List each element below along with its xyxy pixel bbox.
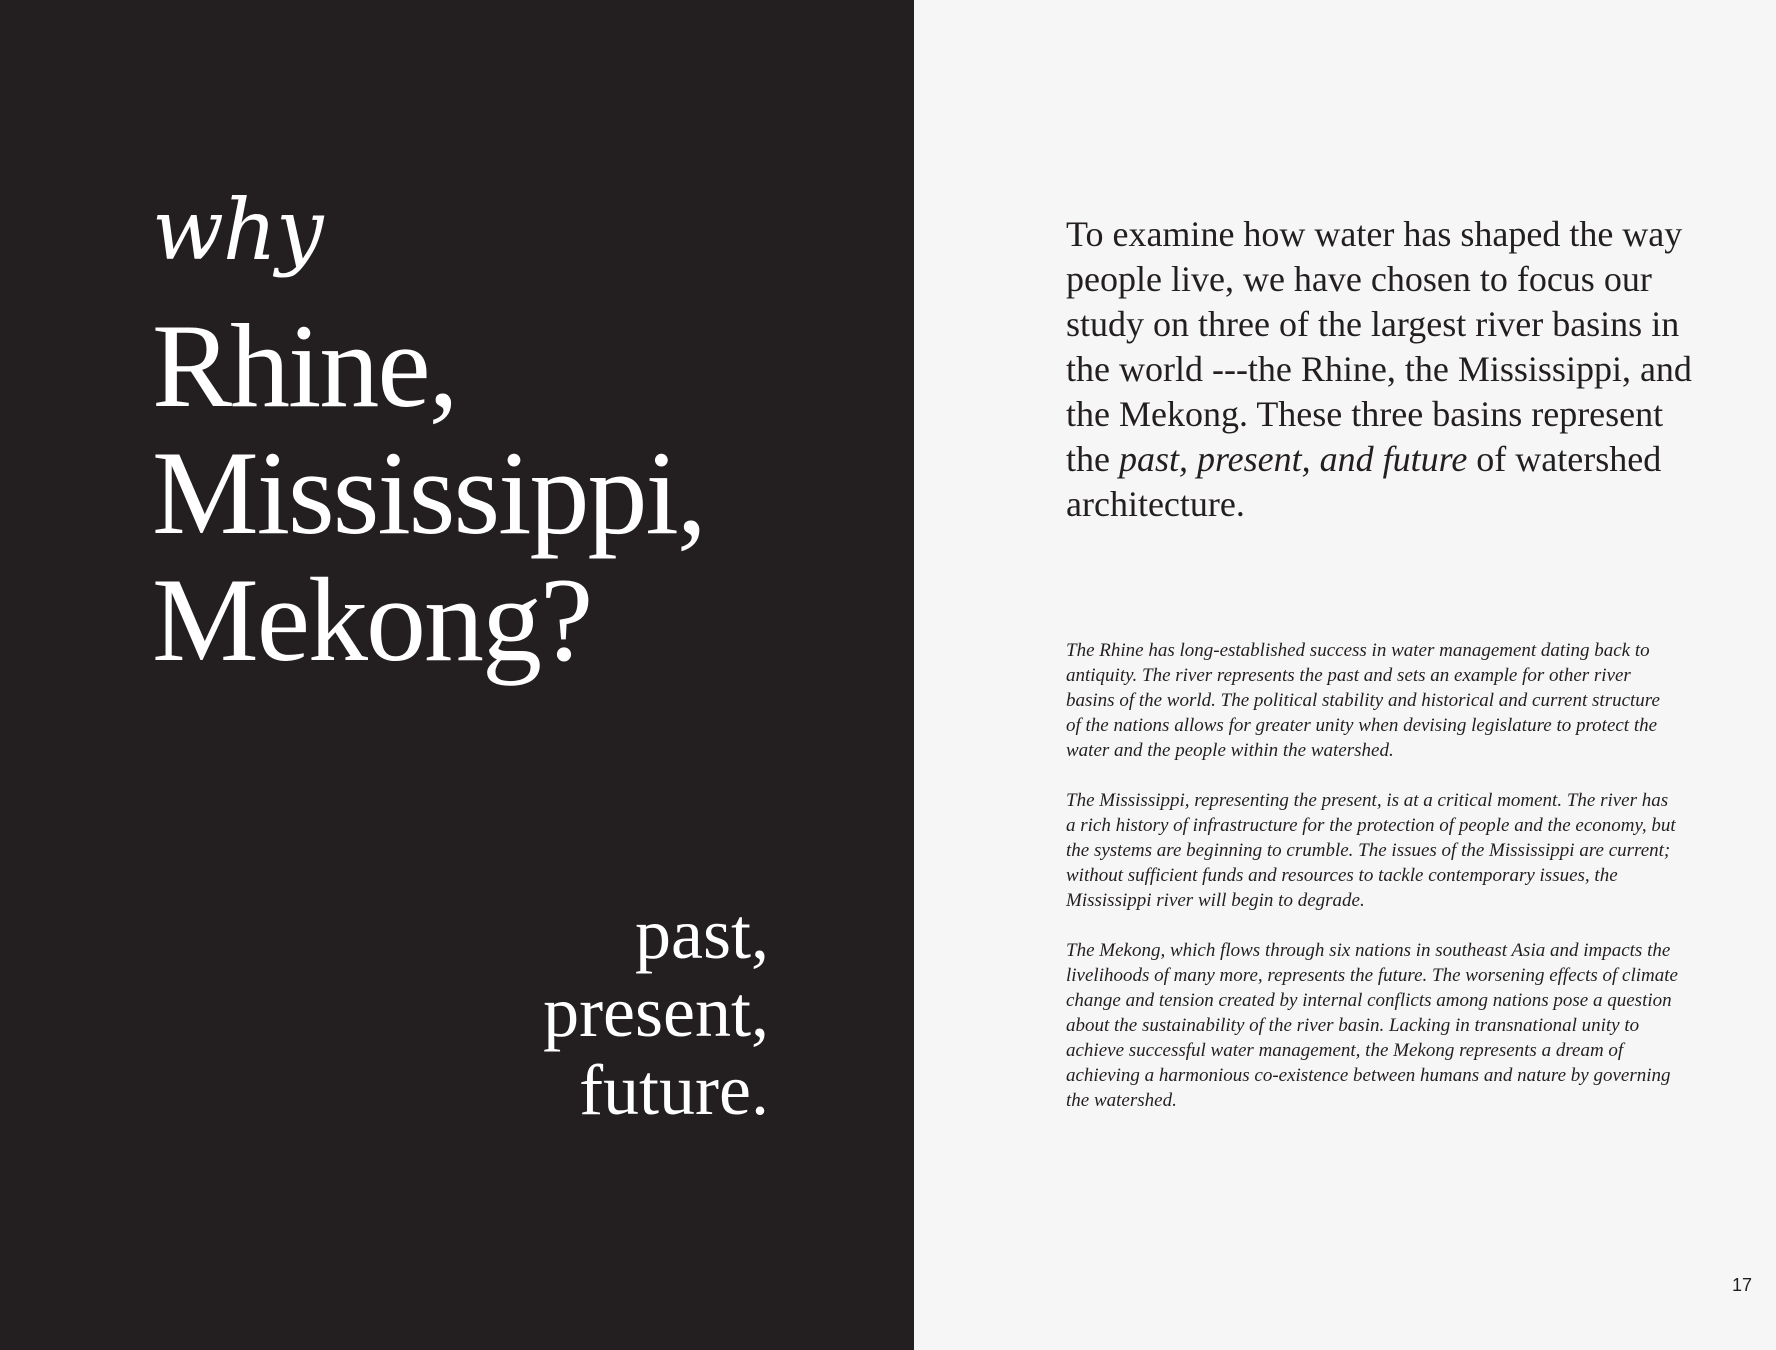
intro-text-end: of watershed architecture.: [1066, 439, 1662, 524]
page-number: 17: [1731, 1275, 1752, 1295]
headline-why: why: [152, 181, 323, 279]
headline-river-rhine: Rhine,: [152, 299, 457, 432]
tagline-future: future.: [579, 1050, 769, 1130]
paragraph-mekong: The Mekong, which flows through six nations in southeast Asia and impacts the livelihoods of many more, represents the future. The worsening effects of climate change and tension created by internal conflicts among nations pose a question about the sustainability of the river basin. Lacking in transnational unity to achieve successful water management, the Mekong represents a dream of achieving a harmonious co-existence between humans and nature by governing the watershed.: [1066, 940, 1678, 1111]
intro-text-start: To examine how water has shaped the way people live, we have chosen to focus our study on three of the largest river basins in the world ---the Rhine, the Mississippi, and the Mekong. These three basins represent the: [1066, 214, 1692, 479]
paragraph-rhine: The Rhine has long-established success in water management dating back to antiquity. The river represents the past and sets an example for other river basins of the world. The political stability and historical and current structure of the nations allows for greater unity when devising legislature to protect the water and the people within the watershed.: [1066, 640, 1660, 761]
right-page: [914, 0, 1776, 1350]
paragraph-mississippi: The Mississippi, representing the present, is at a critical moment. The river has a rich history of infrastructure for the protection of people and the economy, but the systems are beginning to crumble. The issues of the Mississippi are current; without sufficient funds and resources to tackle contemporary issues, the Mississippi river will begin to degrade.: [1066, 790, 1676, 911]
headline-rivers: [152, 299, 705, 686]
headline-river-mississippi: Mississippi,: [152, 426, 705, 559]
tagline: [543, 895, 769, 1129]
tagline-past: past,: [635, 894, 769, 974]
headline-river-mekong: Mekong?: [152, 553, 592, 686]
intro-emphasis: past, present, and future: [1118, 439, 1468, 479]
intro-paragraph: [1066, 212, 1702, 527]
tagline-present: present,: [543, 972, 769, 1052]
